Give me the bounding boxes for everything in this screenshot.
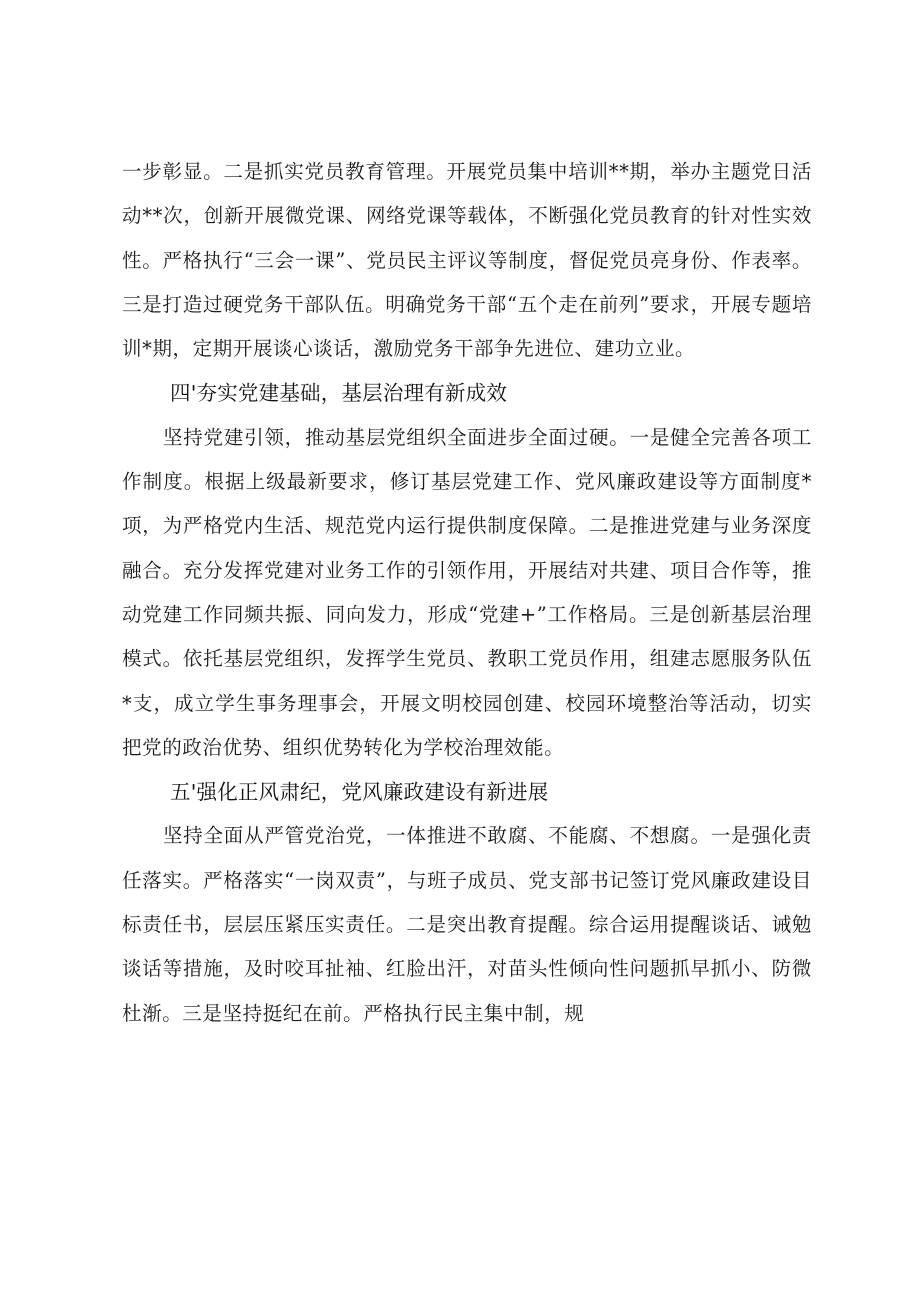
- paragraph-body-3: 坚持全面从严管党治党，一体推进不敢腐、不能腐、不想腐。一是强化责任落实。严格落实“一岗双责”，与班子成员、党支部书记签订党风廉政建设目标责任书，层层压紧压实责任。二是突出教育提醒。综合运用提醒谈话、诫勉谈话等措施，及时咬耳扯袖、红脸出汗，对苗头性倾向性问题抓早抓小、防微杜渐。三是坚持挺纪在前。严格执行民主集中制，规: [122, 824, 812, 1025]
- paragraph-body-2: 坚持党建引领，推动基层党组织全面进步全面过硬。一是健全完善各项工作制度。根据上级最新要求，修订基层党建工作、党风廉政建设等方面制度*项，为严格党内生活、规范党内运行提供制度保障。二是推进党建与业务深度融合。充分发挥党建对业务工作的引领作用，开展结对共建、项目合作等，推动党建工作同频共振、同向发力，形成“党建+”工作格局。三是创新基层治理模式。依托基层党组织，发挥学生党员、教职工党员作用，组建志愿服务队伍*支，成立学生事务理事会，开展文明校园创建、校园环境整治等活动，切实把党的政治优势、组织优势转化为学校治理效能。: [122, 425, 812, 759]
- document-body: [122, 150, 812, 1036]
- section-heading-4: 四'夯实党建基础，基层治理有新成效: [170, 381, 508, 406]
- paragraph-body-1: 一步彰显。二是抓实党员教育管理。开展党员集中培训**期，举办主题党日活动**次，创新开展微党课、网络党课等载体，不断强化党员教育的针对性实效性。严格执行“三会一课”、党员民主评议等制度，督促党员亮身份、作表率。三是打造过硬党务干部队伍。明确党务干部“五个走在前列”要求，开展专题培训*期，定期开展谈心谈话，激励党务干部争先进位、建功立业。: [122, 160, 812, 361]
- section-heading-5: 五'强化正风肃纪，党风廉政建设有新进展: [170, 780, 549, 805]
